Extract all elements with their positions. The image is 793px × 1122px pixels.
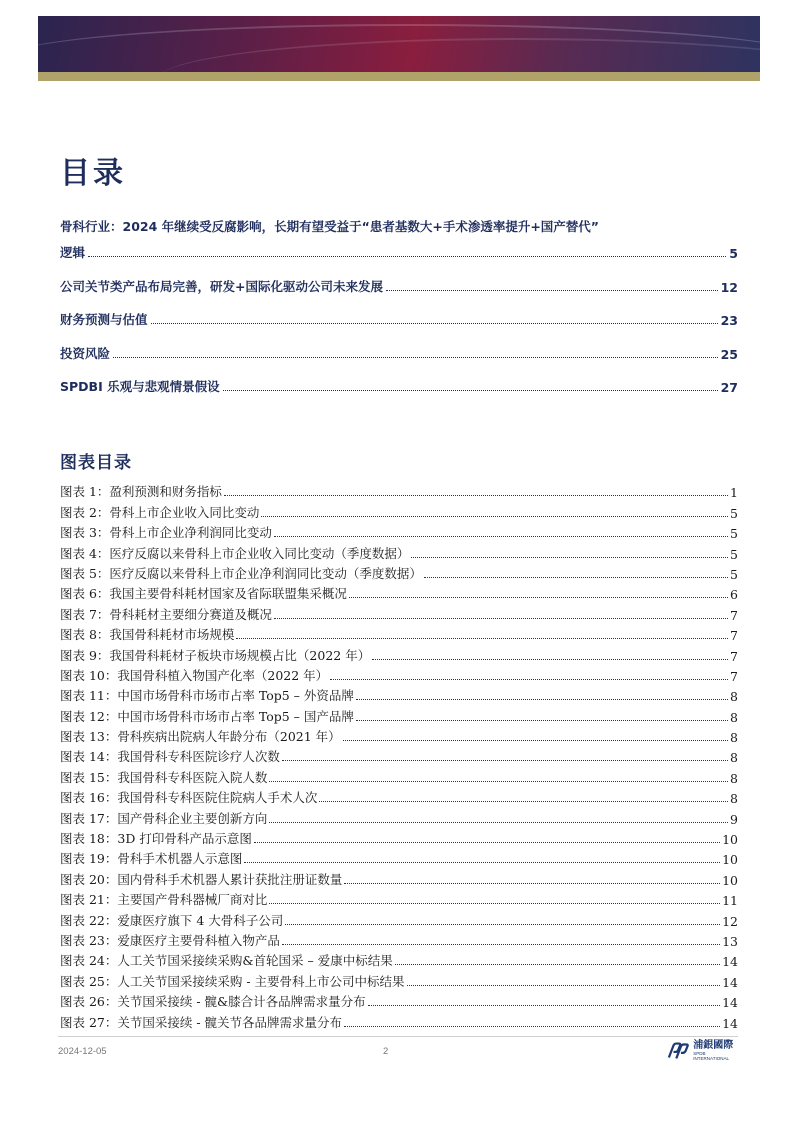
- figure-entry-page: 13: [722, 933, 738, 949]
- figure-entry-label: 图表 9：我国骨科耗材子板块市场规模占比（2022 年）: [60, 647, 371, 663]
- figure-entry[interactable]: [60, 990, 738, 1010]
- figure-entry-page: 5: [730, 505, 738, 521]
- logo-text-en: SPDB INTERNATIONAL: [693, 1051, 729, 1061]
- figure-entry-page: 8: [730, 750, 738, 766]
- figure-entry[interactable]: [60, 602, 738, 622]
- dot-leader: [88, 256, 726, 257]
- figure-entry-label: 图表 21：主要国产骨科器械厂商对比: [60, 892, 268, 908]
- figure-entry-label: 图表 7：骨科耗材主要细分赛道及概况: [60, 606, 272, 622]
- header-accent-bar: [38, 72, 760, 81]
- figure-entry[interactable]: [60, 684, 738, 704]
- dot-leader: [407, 985, 721, 986]
- figure-entry-page: 5: [730, 546, 738, 562]
- figure-entry[interactable]: [60, 500, 738, 520]
- dot-leader: [282, 760, 728, 761]
- figure-entry-page: 10: [722, 872, 738, 888]
- figure-entry-label: 图表 4：医疗反腐以来骨科上市企业收入同比变动（季度数据）: [60, 545, 410, 561]
- figure-entry-label: 图表 5：医疗反腐以来骨科上市企业净利润同比变动（季度数据）: [60, 565, 422, 581]
- figure-entry-page: 8: [730, 770, 738, 786]
- toc-entry-page: 12: [720, 279, 738, 295]
- dot-leader: [349, 597, 728, 598]
- figure-entry-label: 图表 26：关节国采接续 - 髋&膝合计各品牌需求量分布: [60, 994, 366, 1010]
- dot-leader: [395, 964, 720, 965]
- table-of-contents: [60, 213, 738, 395]
- dot-leader: [356, 720, 728, 721]
- figure-entry-page: 8: [730, 730, 738, 746]
- dot-leader: [274, 618, 728, 619]
- dot-leader: [344, 1026, 720, 1027]
- figure-entry[interactable]: [60, 949, 738, 969]
- toc-entry-label: 公司关节类产品布局完善，研发+国际化驱动公司未来发展: [60, 278, 383, 294]
- figure-entry-page: 14: [722, 974, 738, 990]
- figure-entry-page: 5: [730, 526, 738, 542]
- dot-leader: [282, 944, 720, 945]
- figure-entry-label: 图表 11：中国市场骨科市场市占率 Top5 – 外资品牌: [60, 688, 354, 704]
- figure-entry-label: 图表 18：3D 打印骨科产品示意图: [60, 831, 252, 847]
- dot-leader: [151, 323, 718, 324]
- dot-leader: [269, 903, 720, 904]
- toc-entry-page: 5: [729, 246, 738, 261]
- figure-entry-label: 图表 16：我国骨科专科医院住院病人手术人次: [60, 790, 318, 806]
- figure-entry-label: 图表 6：我国主要骨科耗材国家及省际联盟集采概况: [60, 586, 347, 602]
- figure-entry-page: 9: [730, 811, 738, 827]
- figure-entry-label: 图表 24：人工关节国采接续采购&首轮国采 – 爱康中标结果: [60, 953, 393, 969]
- header-banner: [38, 16, 760, 72]
- figure-entry-page: 12: [722, 913, 738, 929]
- dot-leader: [223, 390, 718, 391]
- figure-entry-page: 8: [730, 791, 738, 807]
- toc-entry[interactable]: [60, 328, 738, 362]
- toc-entry[interactable]: [60, 261, 738, 295]
- figures-heading: 图表目录: [60, 453, 132, 473]
- toc-entry-label-continued: 逻辑: [60, 245, 86, 260]
- footer-divider: [58, 1036, 738, 1037]
- figure-entry-label: 图表 13：骨科疾病出院病人年龄分布（2021 年）: [60, 729, 341, 745]
- figure-entry-page: 14: [722, 954, 738, 970]
- figure-entry[interactable]: [60, 786, 738, 806]
- figure-entry[interactable]: [60, 521, 738, 541]
- figure-entry-label: 图表 3：骨科上市企业净利润同比变动: [60, 525, 272, 541]
- figure-entry[interactable]: [60, 582, 738, 602]
- dot-leader: [285, 924, 720, 925]
- dot-leader: [356, 699, 728, 700]
- figure-entry-page: 6: [730, 587, 738, 603]
- toc-entry-label: 投资风险: [60, 345, 111, 361]
- figure-entry-page: 14: [722, 1015, 738, 1031]
- figure-entry[interactable]: [60, 541, 738, 561]
- dot-leader: [330, 679, 728, 680]
- figure-entry-page: 7: [730, 628, 738, 644]
- figure-entry[interactable]: [60, 480, 738, 500]
- figure-entry-label: 图表 1：盈利预测和财务指标: [60, 484, 222, 500]
- spdbi-logo-icon: [667, 1042, 689, 1060]
- dot-leader: [386, 290, 718, 291]
- toc-entry[interactable]: [60, 295, 738, 329]
- page-title: 目录: [60, 156, 126, 191]
- dot-leader: [372, 659, 728, 660]
- figure-entry-label: 图表 14：我国骨科专科医院诊疗人次数: [60, 749, 280, 765]
- figure-entry-label: 图表 20：国内骨科手术机器人累计获批注册证数量: [60, 871, 343, 887]
- figure-entry-label: 图表 27：关节国采接续 - 髋关节各品牌需求量分布: [60, 1014, 343, 1030]
- dot-leader: [261, 516, 728, 517]
- dot-leader: [113, 357, 718, 358]
- figure-entry[interactable]: [60, 969, 738, 989]
- toc-entry-label: 骨科行业：2024 年继续受反腐影响，长期有望受益于“患者基数大+手术渗透率提升+国产替代”: [60, 219, 600, 234]
- figure-entry-label: 图表 8：我国骨科耗材市场规模: [60, 627, 235, 643]
- toc-entry-page: 23: [720, 313, 738, 328]
- toc-entry[interactable]: [60, 213, 738, 261]
- figure-entry-page: 8: [730, 709, 738, 725]
- figure-entry[interactable]: [60, 1010, 738, 1030]
- dot-leader: [254, 842, 720, 843]
- dot-leader: [343, 740, 728, 741]
- figure-entry-label: 图表 2：骨科上市企业收入同比变动: [60, 504, 260, 520]
- figure-entry-label: 图表 10：我国骨科植入物国产化率（2022 年）: [60, 667, 329, 683]
- dot-leader: [244, 862, 720, 863]
- figure-entry-page: 10: [722, 832, 738, 848]
- figure-entry-page: 7: [730, 648, 738, 664]
- toc-entry-page: 25: [720, 346, 738, 362]
- figure-entry-label: 图表 25：人工关节国采接续采购 - 主要骨科上市公司中标结果: [60, 973, 405, 989]
- figure-entry-page: 7: [730, 607, 738, 623]
- figure-entry[interactable]: [60, 704, 738, 724]
- figure-entry-label: 图表 22：爱康医疗旗下 4 大骨科子公司: [60, 912, 284, 928]
- figure-entry-page: 11: [722, 893, 738, 909]
- figure-entry-page: 7: [730, 668, 738, 684]
- footer-date: 2024-12-05: [58, 1046, 107, 1057]
- figure-entry-label: 图表 15：我国骨科专科医院入院人数: [60, 769, 268, 785]
- toc-entry-label: SPDBI 乐观与悲观情景假设: [60, 379, 220, 394]
- figure-entry-page: 8: [730, 689, 738, 705]
- toc-entry-page: 27: [720, 380, 738, 395]
- figure-entry[interactable]: [60, 765, 738, 785]
- figure-entry-page: 10: [722, 852, 738, 868]
- figure-entry[interactable]: [60, 562, 738, 582]
- figure-entry[interactable]: [60, 847, 738, 867]
- figure-entry[interactable]: [60, 806, 738, 826]
- figure-entry-label: 图表 19：骨科手术机器人示意图: [60, 851, 243, 867]
- figure-entry[interactable]: [60, 623, 738, 643]
- figure-entry[interactable]: [60, 827, 738, 847]
- dot-leader: [344, 883, 720, 884]
- toc-entry-label: 财务预测与估值: [60, 312, 148, 327]
- figure-entry-page: 1: [730, 485, 738, 501]
- figure-entry[interactable]: [60, 929, 738, 949]
- logo-text-cn: 浦銀國際: [693, 1040, 734, 1051]
- dot-leader: [319, 801, 728, 802]
- dot-leader: [269, 781, 728, 782]
- figure-entry[interactable]: [60, 888, 738, 908]
- dot-leader: [269, 822, 728, 823]
- dot-leader: [236, 638, 728, 639]
- footer-page-number: 2: [383, 1046, 389, 1057]
- figure-entry-page: 5: [730, 566, 738, 582]
- figure-entry[interactable]: [60, 745, 738, 765]
- dot-leader: [274, 536, 728, 537]
- figure-entry-label: 图表 12：中国市场骨科市场市占率 Top5 – 国产品牌: [60, 708, 354, 724]
- figure-entry-page: 14: [722, 995, 738, 1011]
- figure-entry-label: 图表 17：国产骨科企业主要创新方向: [60, 810, 268, 826]
- figure-entry-label: 图表 23：爱康医疗主要骨科植入物产品: [60, 932, 280, 948]
- dot-leader: [411, 557, 728, 558]
- figure-entry[interactable]: [60, 643, 738, 663]
- figure-entry[interactable]: [60, 664, 738, 684]
- figure-entry[interactable]: [60, 867, 738, 887]
- company-logo: [667, 1040, 739, 1062]
- toc-entry[interactable]: [60, 362, 738, 396]
- dot-leader: [424, 577, 728, 578]
- dot-leader: [368, 1005, 720, 1006]
- figure-entry[interactable]: [60, 725, 738, 745]
- figure-list: [60, 480, 738, 1031]
- figure-entry[interactable]: [60, 908, 738, 928]
- dot-leader: [224, 495, 728, 496]
